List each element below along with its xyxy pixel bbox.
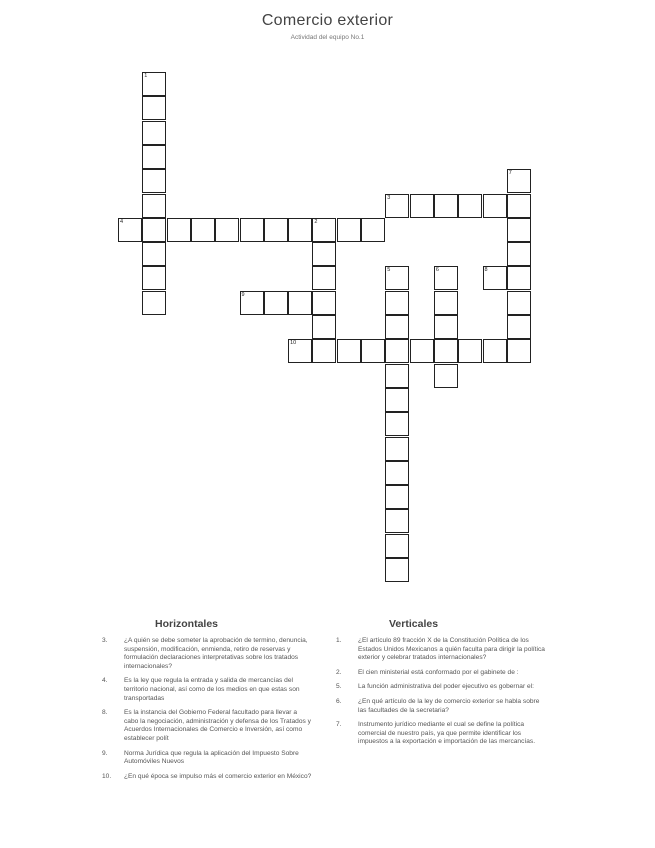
clue-number: 3.	[102, 637, 108, 644]
horizontal-heading: Horizontales	[155, 618, 219, 630]
vertical-heading: Verticales	[389, 618, 439, 630]
clue-number-label: 9	[241, 291, 245, 298]
clue-number: 10.	[102, 772, 112, 780]
crossword-cell[interactable]	[507, 242, 531, 266]
crossword-cell[interactable]	[483, 339, 507, 363]
crossword-cell[interactable]	[142, 194, 166, 218]
clue-text: ¿En qué época se impulso más el comercio exterior en México?	[124, 772, 312, 780]
crossword-cell[interactable]	[385, 509, 409, 533]
clue-number: 2.	[336, 668, 342, 676]
crossword-cell[interactable]	[312, 315, 336, 339]
crossword-cell[interactable]	[337, 339, 361, 363]
clue-number-label: 10	[290, 340, 297, 347]
crossword-cell[interactable]	[191, 218, 215, 242]
document-subtitle: Actividad del equipo No.1	[290, 34, 365, 41]
clue-text: El cien ministerial está conformado por el gabinete de :	[358, 668, 519, 676]
crossword-cell[interactable]	[142, 218, 166, 242]
clue-number-label: 8	[484, 267, 488, 274]
clue-number: 9.	[102, 749, 108, 757]
clue-number: 1.	[336, 637, 342, 644]
clue-text: Es la ley que regula la entrada y salida de mercancías del territorio nacional, así como de los medios en que estas son transportadas	[124, 677, 300, 702]
crossword-cell[interactable]	[434, 291, 458, 315]
crossword-cell[interactable]	[288, 291, 312, 315]
horizontal-clues	[102, 637, 312, 787]
crossword-cell[interactable]	[434, 364, 458, 388]
crossword-cell[interactable]	[410, 339, 434, 363]
crossword-cell[interactable]	[142, 169, 166, 193]
crossword-cell[interactable]	[215, 218, 239, 242]
clue-item	[102, 637, 312, 671]
clue-number-label: 6	[435, 267, 439, 274]
crossword-cell[interactable]	[312, 339, 336, 363]
crossword-cell[interactable]	[507, 266, 531, 290]
crossword-cell[interactable]	[434, 194, 458, 218]
crossword-cell[interactable]	[385, 437, 409, 461]
crossword-cell[interactable]	[361, 218, 385, 242]
crossword-cell[interactable]	[385, 388, 409, 412]
clue-number-label: 4	[120, 218, 124, 225]
clue-text: Es la instancia del Gobierno Federal facultado para llevar a cabo la negociación, administración y defensa de los Tratados y Acuerdos Internacionales de Comercio e Inversión, así como establecer polít	[124, 709, 311, 742]
crossword-cell[interactable]	[434, 339, 458, 363]
crossword-cell[interactable]	[385, 534, 409, 558]
clue-text: La función administrativa del poder ejecutivo es gobernar el:	[358, 683, 534, 691]
vertical-clues	[336, 637, 546, 753]
crossword-cell[interactable]	[434, 315, 458, 339]
crossword-cell[interactable]	[385, 485, 409, 509]
clue-item	[336, 683, 546, 692]
crossword-cell[interactable]	[385, 315, 409, 339]
crossword-cell[interactable]	[312, 242, 336, 266]
clue-text: ¿El artículo 89 fracción X de la Constitución Política de los Estados Unidos Mexicanos a quién faculta para dirigir la política exterior y celebrar tratados internacionales?	[358, 637, 545, 662]
clue-item	[102, 773, 312, 782]
clue-item	[336, 669, 546, 678]
clue-number-label: 1	[144, 73, 148, 79]
document-title: Comercio exterior	[261, 12, 394, 29]
clue-number: 5.	[336, 683, 342, 691]
crossword-cell[interactable]	[312, 291, 336, 315]
crossword-cell[interactable]	[142, 291, 166, 315]
crossword-cell[interactable]	[142, 96, 166, 120]
clue-item	[102, 677, 312, 703]
crossword-cell[interactable]	[507, 291, 531, 315]
clue-text: ¿A quién se debe someter la aprobación de termino, denuncia, suspensión, modificación, enmienda, retiro de reservas y formulación declaraciones interpretativas sobre los tratados internacionales?	[124, 637, 308, 670]
crossword-cell[interactable]	[337, 218, 361, 242]
clue-number-label: 2	[314, 218, 318, 225]
crossword-cell[interactable]	[385, 364, 409, 388]
crossword-cell[interactable]	[385, 291, 409, 315]
crossword-cell[interactable]	[142, 121, 166, 145]
crossword-cell[interactable]	[458, 194, 482, 218]
crossword-cell[interactable]	[240, 218, 264, 242]
clue-number: 7.	[336, 721, 342, 729]
crossword-cell[interactable]	[507, 339, 531, 363]
crossword-cell[interactable]	[142, 145, 166, 169]
crossword-cell[interactable]	[507, 315, 531, 339]
crossword-cell[interactable]	[142, 266, 166, 290]
clue-item	[102, 709, 312, 743]
crossword-cell[interactable]	[507, 194, 531, 218]
crossword-cell[interactable]	[288, 218, 312, 242]
crossword-cell[interactable]	[142, 242, 166, 266]
crossword-cell[interactable]	[410, 194, 434, 218]
clue-item	[336, 721, 546, 747]
crossword-cell[interactable]	[385, 339, 409, 363]
crossword-cell[interactable]	[264, 291, 288, 315]
crossword-cell[interactable]	[385, 461, 409, 485]
clue-item	[102, 750, 312, 767]
crossword-cell[interactable]	[507, 218, 531, 242]
clue-item	[336, 637, 546, 663]
clue-text: Instrumento jurídico mediante el cual se define la política comercial de nuestro país, ya que permite identificar los impuestos a la exportación e importación de las mercancías.	[358, 721, 536, 746]
clue-number: 4.	[102, 677, 108, 685]
clue-number-label: 5	[387, 267, 391, 274]
clue-text: Norma Jurídica que regula la aplicación del Impuesto Sobre Automóviles Nuevos	[124, 749, 299, 766]
crossword-cell[interactable]	[458, 339, 482, 363]
clue-number: 8.	[102, 709, 108, 717]
crossword-cell[interactable]	[385, 412, 409, 436]
crossword-cell[interactable]	[312, 266, 336, 290]
clue-number: 6.	[336, 697, 342, 705]
crossword-cell[interactable]	[385, 558, 409, 582]
crossword-cell[interactable]	[361, 339, 385, 363]
clue-text: ¿En qué artículo de la ley de comercio exterior se habla sobre las facultades de la secretaria?	[358, 697, 540, 714]
crossword-cell[interactable]	[167, 218, 191, 242]
clue-number-label: 3	[387, 194, 391, 201]
clue-number-label: 7	[508, 170, 512, 177]
crossword-cell[interactable]	[264, 218, 288, 242]
crossword-cell[interactable]	[483, 194, 507, 218]
clue-item	[336, 698, 546, 715]
